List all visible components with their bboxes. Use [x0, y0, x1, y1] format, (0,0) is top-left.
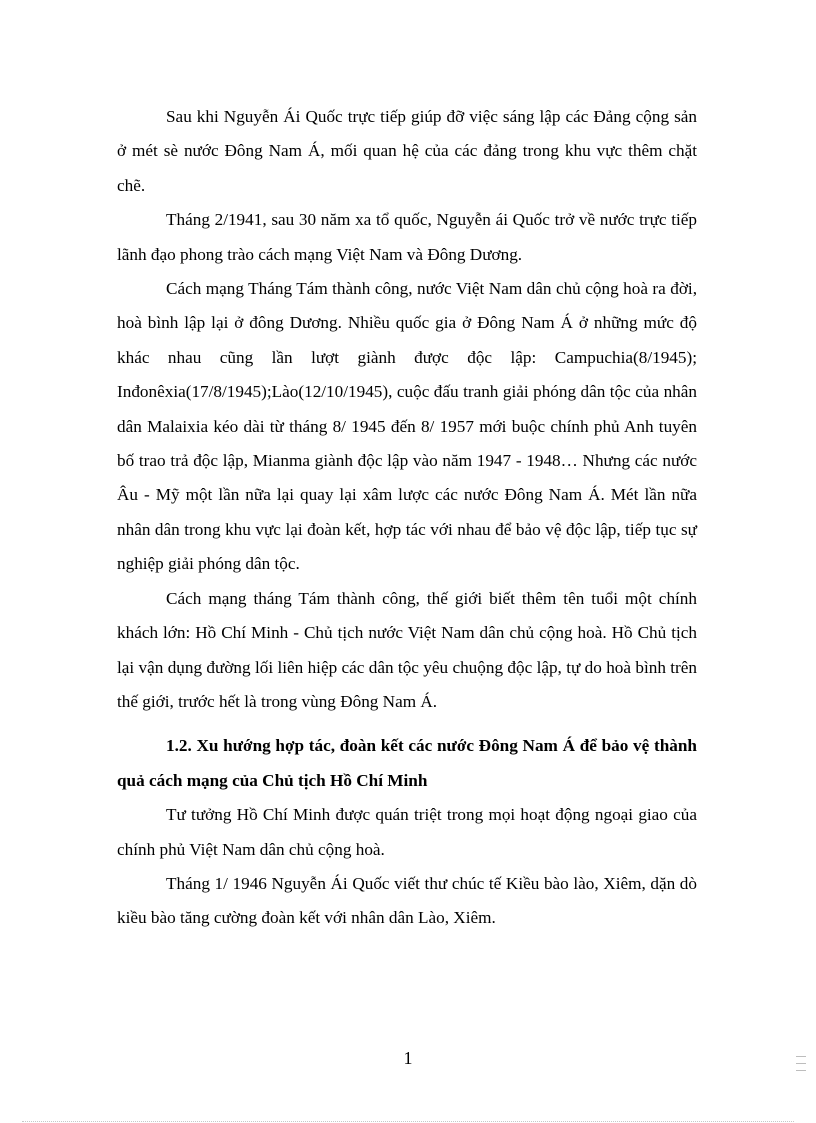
paragraph-4: Cách mạng tháng Tám thành công, thế giới biết thêm tên tuổi một chính khách lớn: Hồ Chí Minh - Chủ tịch nước Việt Nam dân chủ cộng hoà. Hồ Chủ tịch lại vận dụng đường lối liên hiệp các dân tộc yêu chuộng độc lập, tự do hoà bình trên thế giới, trước hết là trong vùng Đông Nam Á.: [117, 588, 697, 711]
corner-mark: [796, 1056, 806, 1057]
paragraph-3: Cách mạng Tháng Tám thành công, nước Việt Nam dân chủ cộng hoà ra đời, hoà bình lập lại ở đông Dương. Nhiều quốc gia ở Đông Nam Á ở những mức độ khác nhau cũng lần lượt giành được độc lập: Campuchia(8/1945); Inđonêxia(17/8/1945);Lào(12/10/1945), cuộc đấu tranh giải phóng dân tộc của nhân dân Malaixia kéo dài từ tháng 8/ 1945 đến 8/ 1957 mới buộc chính phủ Anh tuyên bố trao trả độc lập, Mianma giành độc lập vào năm 1947 - 1948… Nhưng các nước Âu - Mỹ một lần nữa lại quay lại xâm lược các nước Đông Nam Á. Mét lần nữa nhân dân trong khu vực lại đoàn kết, hợp tác với nhau để bảo vệ độc lập, tiếp tục sự nghiệp giải phóng dân tộc.: [117, 279, 697, 574]
section-heading: 1.2. Xu hướng hợp tác, đoàn kết các nước Đông Nam Á để bảo vệ thành quả cách mạng của Chủ tịch Hồ Chí Minh: [117, 736, 697, 790]
paragraph-5: Tư tưởng Hồ Chí Minh được quán triệt trong mọi hoạt động ngoại giao của chính phủ Việt Nam dân chủ cộng hoà.: [117, 805, 697, 859]
paragraph-2: Tháng 2/1941, sau 30 năm xa tổ quốc, Nguyễn ái Quốc trở về nước trực tiếp lãnh đạo phong trào cách mạng Việt Nam và Đông Dương.: [117, 210, 697, 264]
paragraph-6: Tháng 1/ 1946 Nguyễn Ái Quốc viết thư chúc tế Kiều bào lào, Xiêm, dặn dò kiều bào tăng cường đoàn kết với nhân dân Lào, Xiêm.: [117, 873, 697, 928]
page-number: 1: [403, 1048, 413, 1068]
corner-mark: [796, 1063, 806, 1064]
corner-mark: [796, 1070, 806, 1071]
page-bottom-rule: [22, 1121, 794, 1122]
paragraph-1: Sau khi Nguyễn Ái Quốc trực tiếp giúp đỡ việc sáng lập các Đảng cộng sản ở mét sè nước Đông Nam Á, mối quan hệ của các đảng trong khu vực thêm chặt chẽ.: [117, 107, 697, 195]
document-body: [117, 100, 697, 936]
